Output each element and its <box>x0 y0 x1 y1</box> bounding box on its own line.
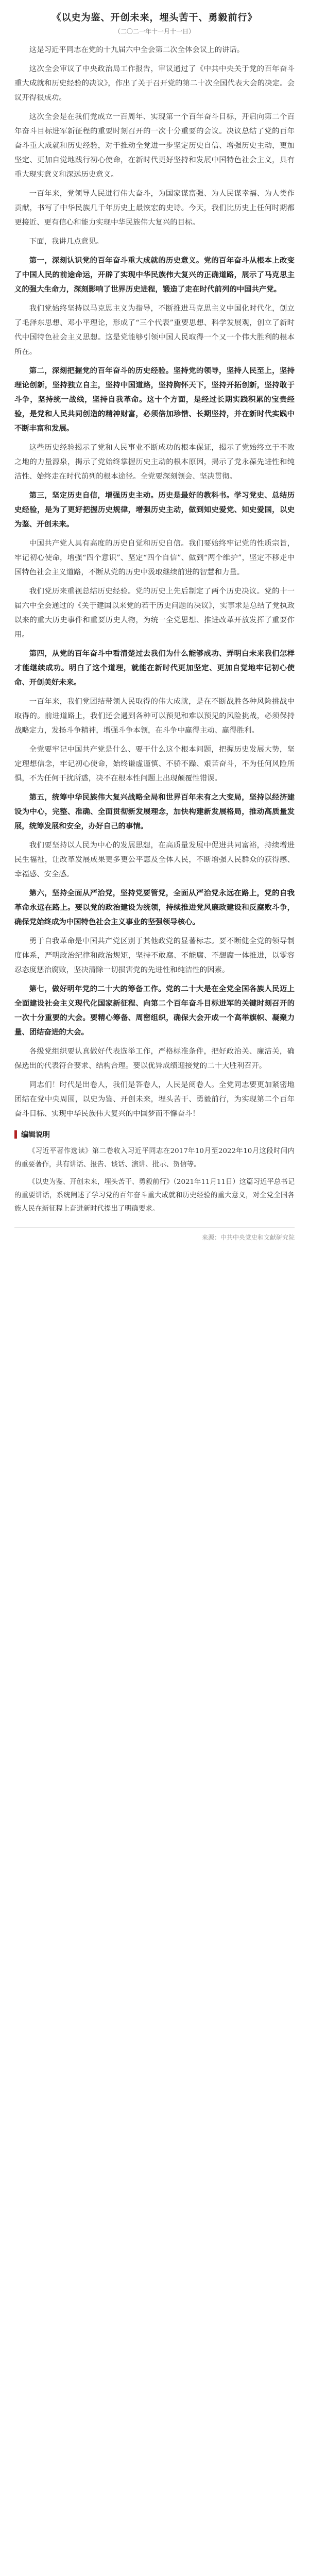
notes-heading-label: 编辑说明 <box>21 1131 50 1139</box>
body-paragraph: 全党要牢记中国共产党是什么、要干什么这个根本问题，把握历史发展大势，坚定理想信念，牢记初心使命，始终谦虚谨慎、不骄不躁、艰苦奋斗，不为任何风险所惧，不为任何干扰所惑，决不在根本性问题上出现颠覆性错误。 <box>14 745 295 783</box>
notes-body <box>14 1145 295 1216</box>
section-lead-paragraph: 第七，做好明年党的二十大的筹备工作。党的二十大是在全党全国各族人民迈上全面建设社会主义现代化国家新征程、向第二个百年奋斗目标进军的关键时刻召开的一次十分重要的大会。要精心筹备、周密组织，确保大会开成一个高举旗帜、凝聚力量、团结奋进的大会。 <box>14 985 295 1037</box>
article-date: （二〇二一年十一月十一日） <box>114 28 195 35</box>
body-paragraph: 一百年来，党领导人民进行伟大奋斗，为国家谋富强、为人民谋幸福、为人类作贡献，书写了中华民族几千年历史上最恢宏的史诗。今天，我们比历史上任何时期都更接近、更有信心和能力实现中华民族伟大复兴的目标。 <box>14 190 295 227</box>
section-lead-paragraph: 第三，坚定历史自信，增强历史主动。历史是最好的教科书。学习党史、总结历史经验，是为了更好把握历史规律，增强历史主动，做到知史爱党、知史爱国，以史为鉴、开创未来。 <box>14 491 295 529</box>
section-lead-paragraph: 第二，深刻把握党的百年奋斗的历史经验。坚持党的领导，坚持人民至上，坚持理论创新，坚持独立自主，坚持中国道路，坚持胸怀天下，坚持开拓创新，坚持敢于斗争，坚持统一战线，坚持自我革命。这十个方面，是经过长期实践积累的宝贵经验，是党和人民共同创造的精神财富，必须倍加珍惜、长期坚持，并在新时代实践中不断丰富和发展。 <box>14 366 295 433</box>
body-paragraph: 各级党组织要认真做好代表选举工作，严格标准条件，把好政治关、廉洁关，确保选出的代表符合要求、结构合理。要以优异成绩迎接党的二十大胜利召开。 <box>14 1047 295 1070</box>
body-paragraph: 勇于自我革命是中国共产党区别于其他政党的显著标志。要不断健全党的领导制度体系，严明政治纪律和政治规矩，坚持不敢腐、不能腐、不想腐一体推进，以零容忍态度惩治腐败，坚决清除一切损害党的先进性和纯洁性的因素。 <box>14 937 295 974</box>
body-paragraph: 我们党历来重视总结历史经验。党的历史上先后制定了两个历史决议。党的十一届六中全会通过的《关于建国以来党的若干历史问题的决议》，实事求是总结了党执政以来的重大历史事件和重要历史人物，为统一全党思想、推进改革开放发挥了重要作用。 <box>14 587 295 639</box>
body-paragraph: 一百年来，我们党团结带领人民取得的伟大成就，是在不断战胜各种风险挑战中取得的。前进道路上，我们还会遇到各种可以预见和难以预见的风险挑战，必须保持战略定力，发扬斗争精神，增强斗争本领，在斗争中赢得主动、赢得胜利。 <box>14 698 295 735</box>
body-paragraph: 这是习近平同志在党的十九届六中全会第二次全体会议上的讲话。 <box>29 46 245 54</box>
notes-heading-bar <box>14 1130 17 1139</box>
footer-source: 来源：中共中央党史和文献研究院 <box>201 1234 295 1241</box>
body-paragraph: 同志们！时代是出卷人，我们是答卷人，人民是阅卷人。全党同志要更加紧密地团结在党中央周围，以史为鉴、开创未来，埋头苦干、勇毅前行，为实现第二个百年奋斗目标、实现中华民族伟大复兴的中国梦而不懈奋斗！ <box>14 1081 295 1118</box>
body-paragraph: 我们要坚持以人民为中心的发展思想，在高质量发展中促进共同富裕，持续增进民生福祉，让改革发展成果更多更公平惠及全体人民，不断增强人民群众的获得感、幸福感、安全感。 <box>14 841 295 878</box>
section-lead-paragraph: 第四，从党的百年奋斗中看清楚过去我们为什么能够成功、弄明白未来我们怎样才能继续成功。明白了这个道理，就能在新时代更加坚定、更加自觉地牢记初心使命、开创美好未来。 <box>14 649 295 687</box>
article-title: 《以史为鉴、开创未来，埋头苦干、勇毅前行》 <box>52 12 258 23</box>
body-paragraph: 这次全会是在我们党成立一百周年、实现第一个百年奋斗目标，开启向第二个百年奋斗目标进军新征程的重要时刻召开的一次十分重要的会议。决议总结了党的百年奋斗重大成就和历史经验，对于推动全党进一步坚定历史自信、增强历史主动，更加坚定、更加自觉地践行初心使命，在新时代更好坚持和发展中国特色社会主义，具有重大现实意义和深远历史意义。 <box>14 113 295 179</box>
body-paragraph: 中国共产党人具有高度的历史自觉和历史自信。我们要始终牢记党的性质宗旨，牢记初心使命，增强“四个意识”、坚定“四个自信”、做到“两个维护”，坚定不移走中国特色社会主义道路，不断从党的历史中汲取继续前进的智慧和力量。 <box>14 539 295 577</box>
body-paragraph: 这次全会审议了中央政治局工作报告，审议通过了《中共中央关于党的百年奋斗重大成就和历史经验的决议》，作出了关于召开党的第二十次全国代表大会的决定。会议开得很成功。 <box>14 65 295 102</box>
page-footer <box>14 1227 295 1249</box>
notes-paragraph: 《以史为鉴、开创未来，埋头苦干、勇毅前行》（2021年11月11日）这篇习近平总书记的重要讲话，系统阐述了学习党的百年奋斗重大成就和历史经验的重大意义，对全党全国各族人民在新征程上奋进新时代提出了明确要求。 <box>14 1178 295 1213</box>
body-paragraph: 我们党始终坚持以马克思主义为指导，不断推进马克思主义中国化时代化，创立了毛泽东思想、邓小平理论，形成了“三个代表”重要思想、科学发展观，创立了新时代中国特色社会主义思想。这是党能够引领中国人民取得一个又一个伟大胜利的根本所在。 <box>14 304 295 356</box>
body-paragraph: 下面，我讲几点意见。 <box>29 238 104 246</box>
article-body <box>14 43 295 1121</box>
section-lead-paragraph: 第一，深刻认识党的百年奋斗重大成就的历史意义。党的百年奋斗从根本上改变了中国人民的前途命运，开辟了实现中华民族伟大复兴的正确道路，展示了马克思主义的强大生命力，深刻影响了世界历史进程，锻造了走在时代前列的中国共产党。 <box>14 256 295 294</box>
body-paragraph: 这些历史经验揭示了党和人民事业不断成功的根本保证，揭示了党始终立于不败之地的力量源泉，揭示了党始终掌握历史主动的根本原因，揭示了党永葆先进性和纯洁性、始终走在时代前列的根本途径。全党要深刻领会、坚决贯彻。 <box>14 444 295 481</box>
notes-heading <box>14 1129 295 1140</box>
editor-notes <box>14 1129 295 1216</box>
notes-paragraph: 《习近平著作选读》第二卷收入习近平同志在2017年10月至2022年10月这段时间内的重要著作，共有讲话、报告、谈话、演讲、批示、贺信等。 <box>14 1147 295 1168</box>
section-lead-paragraph: 第六，坚持全面从严治党，坚持党要管党，全面从严治党永远在路上，党的自我革命永远在路上。要以党的政治建设为统领，持续推进党风廉政建设和反腐败斗争，确保党始终成为中国特色社会主义事业的坚强领导核心。 <box>14 889 295 926</box>
article-page <box>0 0 309 1249</box>
section-lead-paragraph: 第五，统筹中华民族伟大复兴战略全局和世界百年未有之大变局，坚持以经济建设为中心，完整、准确、全面贯彻新发展理念，加快构建新发展格局，推动高质量发展，统筹发展和安全，办好自己的事情。 <box>14 793 295 831</box>
